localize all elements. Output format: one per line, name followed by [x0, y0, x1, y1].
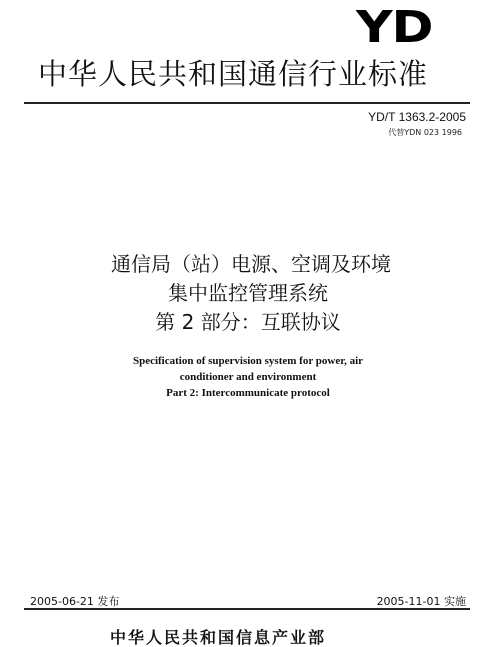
standard-category-title: 中华人民共和国通信行业标准 — [38, 57, 429, 91]
english-title-line-2: conditioner and environment — [179, 371, 317, 383]
implementation-date: 2005-11-01 实施 — [376, 595, 466, 608]
english-title-block — [0, 353, 496, 401]
yd-logo: YD — [355, 2, 432, 53]
issuer-line-cropped — [110, 628, 410, 647]
standard-number: YD/T 1363.2-2005 — [368, 110, 466, 124]
chinese-title-block — [0, 250, 496, 337]
chinese-title-line-1: 通信局（站）电源、空调及环境 — [111, 252, 391, 276]
english-title-line-1: Specification of supervision system for power, air — [132, 355, 364, 367]
issuer-text: 中华人民共和国信息产业部 — [110, 628, 327, 647]
chinese-title-line-2: 集中监控管理系统 — [168, 281, 328, 305]
english-title-line-3: Part 2: Intercommunicate protocol — [166, 387, 330, 399]
header-divider — [24, 102, 470, 104]
chinese-title-line-3: 第 2 部分：互联协议 — [155, 310, 341, 334]
issue-date: 2005-06-21 发布 — [30, 595, 120, 608]
replaces-standard: 代替YDN 023 1996 — [388, 128, 462, 137]
footer-divider — [24, 608, 470, 610]
